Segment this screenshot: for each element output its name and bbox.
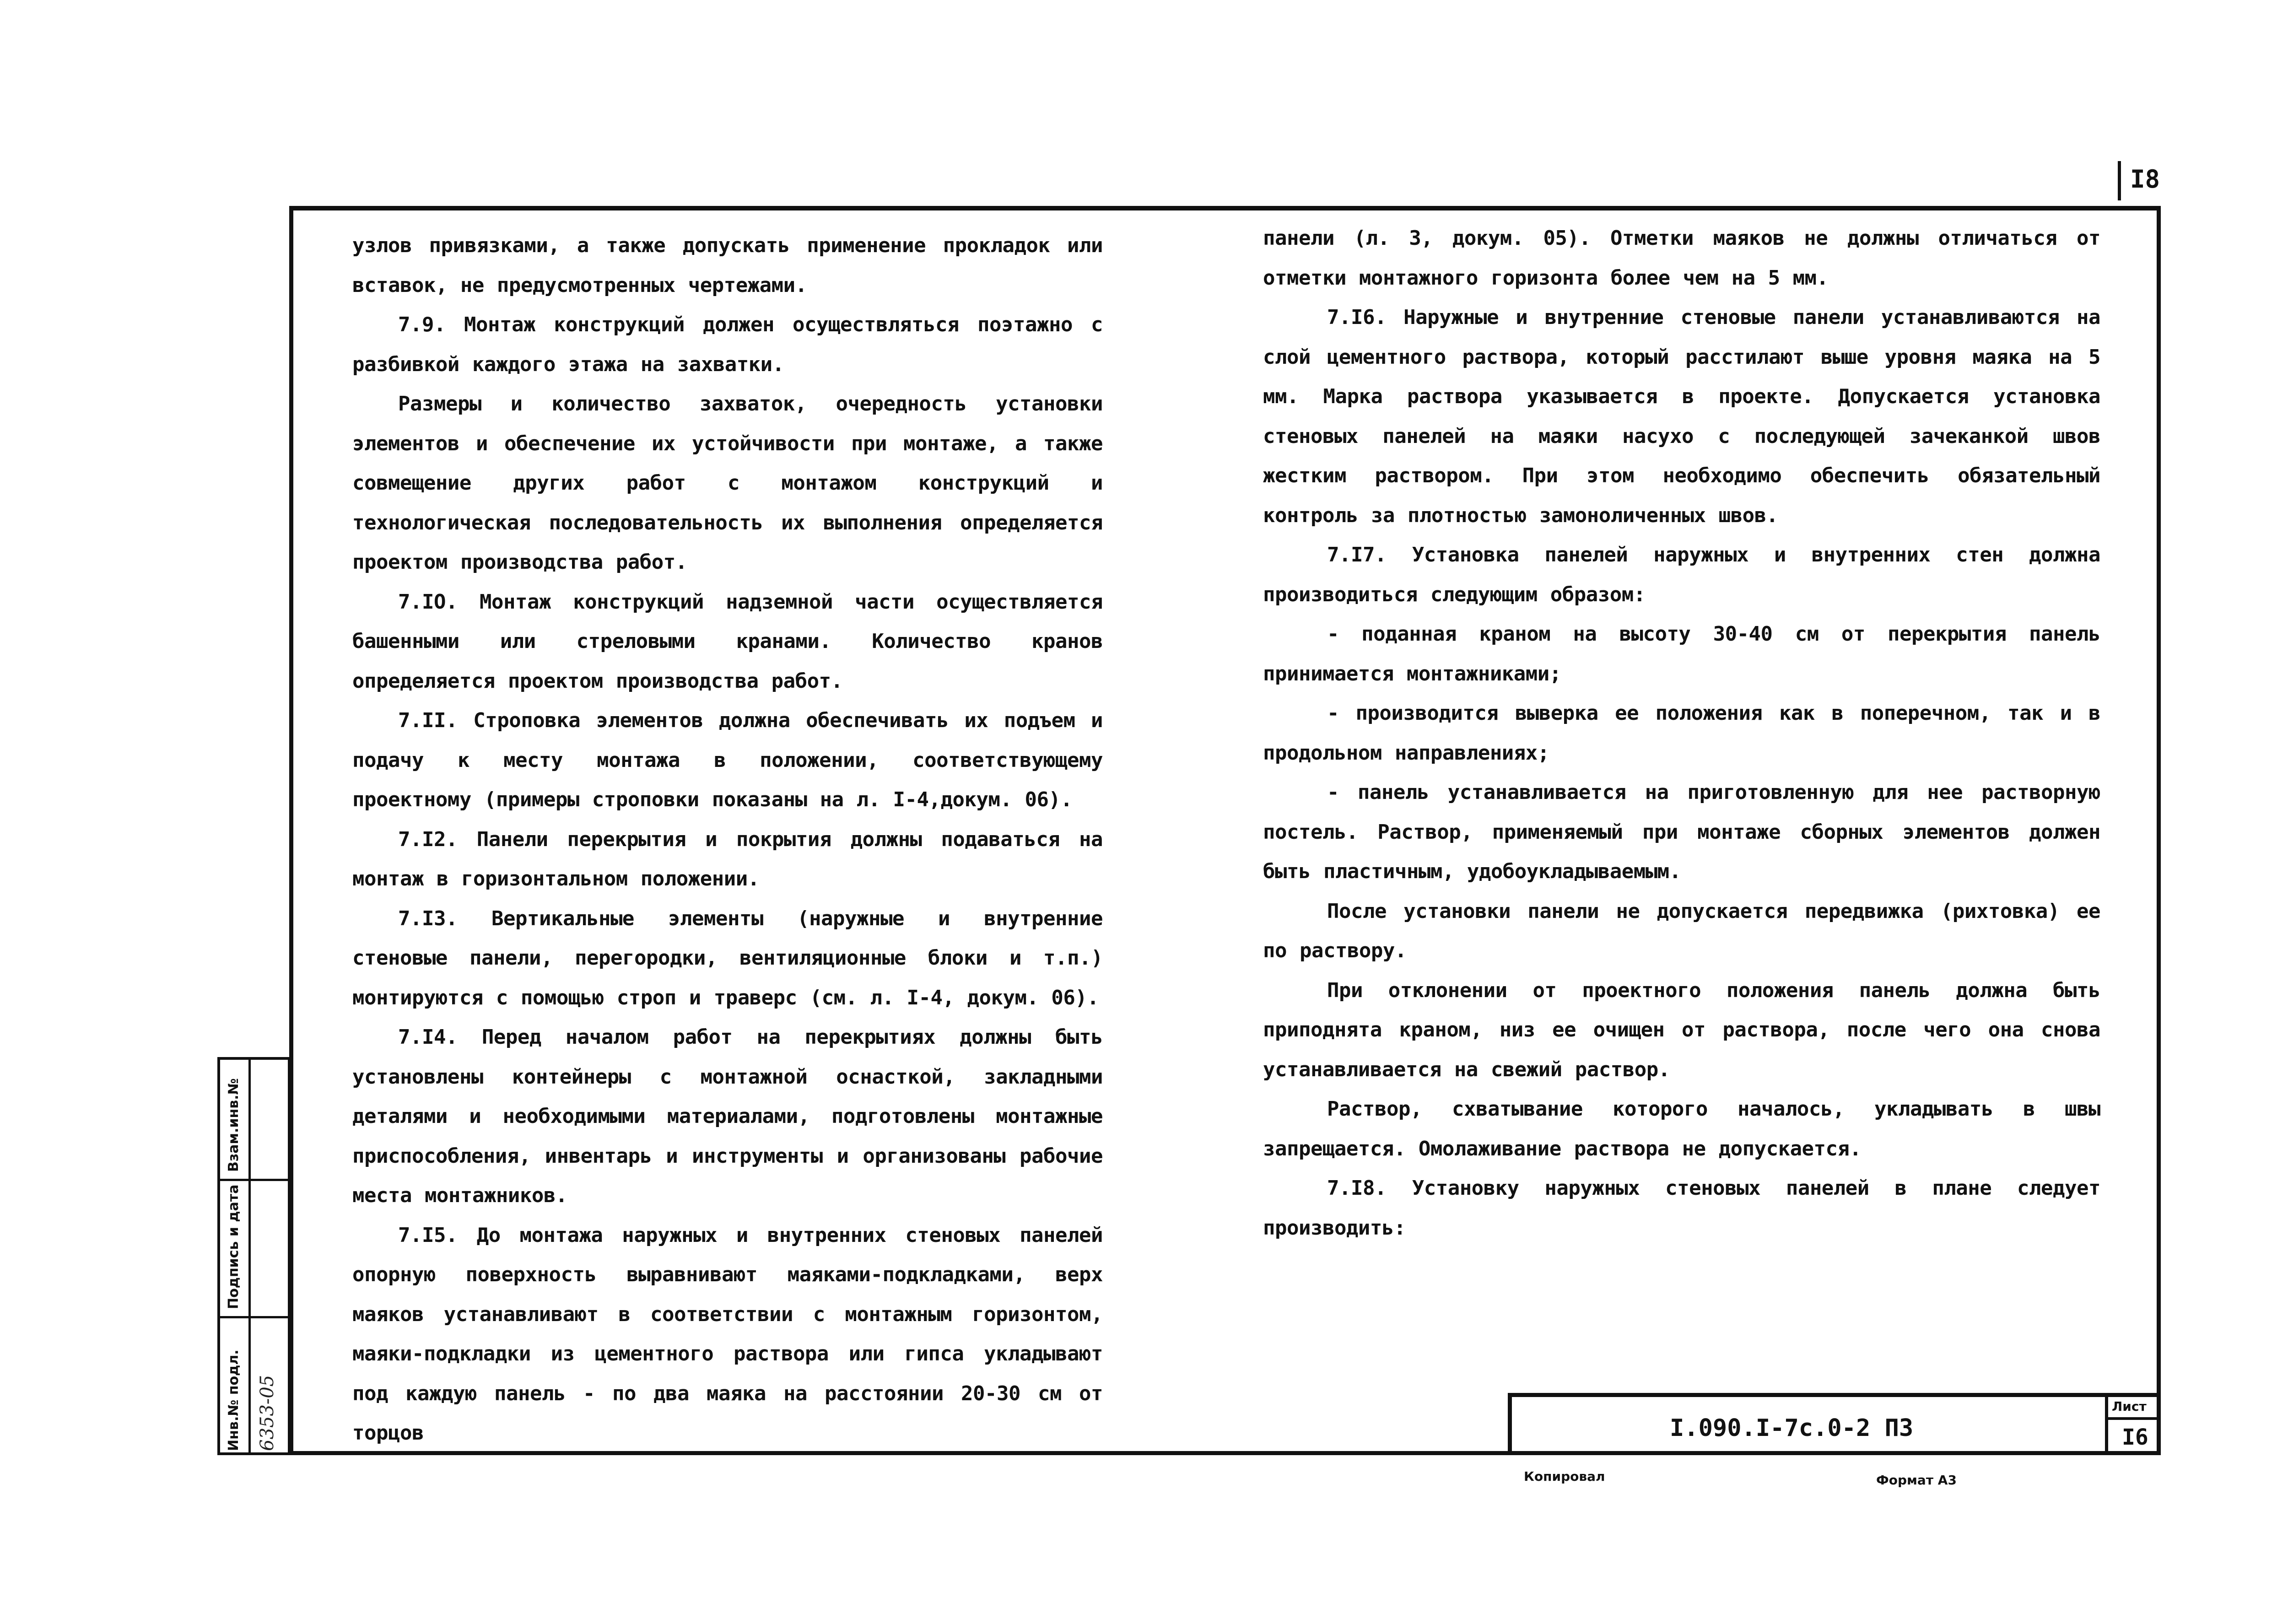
right-paragraph: - поданная краном на высоту 30-40 см от перекрытия панель принимается монтажниками; [1263, 622, 2100, 685]
sheet-divider [2108, 1417, 2161, 1420]
side-stamp-row-line [220, 1316, 288, 1318]
left-paragraph: 7.IO. Монтаж конструкций надземной части осуществляется башенными или стреловыми кранами. Количество кранов определяется проектом производства работ. [352, 590, 1103, 693]
format-label: Формат А3 [1876, 1473, 1957, 1488]
title-block [1508, 1393, 2161, 1455]
left-text-column [352, 226, 1103, 1453]
side-stamp-divider [248, 1060, 251, 1452]
right-paragraph: 7.I8. Установку наружных стеновых панелей в плане следует производить: [1263, 1176, 2100, 1240]
left-paragraph: узлов привязками, а также допускать применение прокладок или вставок, не предусмотренных чертежами. [352, 234, 1103, 297]
right-paragraph: 7.I6. Наружные и внутренние стеновые панели устанавливаются на слой цементного раствора, который расстилают выше уровня маяка на 5 мм. Марка раствора указывается в проекте. Допускается установка стеновых панелей на маяки насухо с последующей зачеканкой швов жестким раствором. При этом необходимо обеспечить обязательный контроль за плотностью замоноличенных швов. [1263, 306, 2100, 527]
document-code: I.090.I-7с.0-2 ПЗ [1670, 1414, 1914, 1442]
right-paragraph: - производится выверка ее положения как в поперечном, так и в продольном направлениях; [1263, 701, 2100, 765]
right-paragraph: После установки панели не допускается передвижка (рихтовка) ее по раствору. [1263, 899, 2100, 962]
right-paragraph: 7.I7. Установка панелей наружных и внутренних стен должна производиться следующим образом: [1263, 543, 2100, 606]
side-stamp-row-line [220, 1179, 288, 1181]
left-paragraph: 7.9. Монтаж конструкций должен осуществляться поэтажно с разбивкой каждого этажа на захватки. [352, 313, 1103, 376]
left-paragraph: Размеры и количество захваток, очередность установки элементов и обеспечение их устойчивости при монтаже, а также совмещение других работ с монтажом конструкций и технологическая последовательность их выполнения определяется проектом производства работ. [352, 392, 1103, 574]
left-paragraph: 7.I5. До монтажа наружных и внутренних стеновых панелей опорную поверхность выравнивают маяками-подкладками, верх маяков устанавливают в соответствии с монтажным горизонтом, маяки-подкладки из цементного раствора или гипса укладывают под каждую панель - по два маяка на расстоянии 20-30 см от торцов [352, 1223, 1103, 1445]
sheet-cell [2105, 1397, 2161, 1455]
copied-by-label: Копировал [1524, 1469, 1605, 1484]
right-paragraph: При отклонении от проектного положения панель должна быть приподнята краном, низ ее очищен от раствора, после чего она снова устанавливается на свежий раствор. [1263, 978, 2100, 1081]
left-paragraph: 7.I3. Вертикальные элементы (наружные и внутренние стеновые панели, перегородки, вентиляционные блоки и т.п.) монтируются с помощью строп и траверс (см. л. I-4, докум. 06). [352, 906, 1103, 1009]
side-stamp [217, 1057, 291, 1455]
replacement-inventory-label: Взам.инв.№ [226, 1078, 242, 1172]
right-paragraph: панели (л. 3, докум. 05). Отметки маяков не должны отличаться от отметки монтажного горизонта более чем на 5 мм. [1263, 227, 2100, 290]
right-paragraph: Раствор, схватывание которого началось, укладывать в швы запрещается. Омолаживание раствора не допускается. [1263, 1097, 2100, 1160]
inventory-number-label: Инв.№ подл. [226, 1349, 242, 1451]
left-paragraph: 7.I4. Перед началом работ на перекрытиях должны быть установлены контейнеры с монтажной оснасткой, закладными деталями и необходимыми материалами, подготовлены монтажные приспособления, инвентарь и инструменты и организованы рабочие места монтажников. [352, 1025, 1103, 1207]
left-paragraph: 7.I2. Панели перекрытия и покрытия должны подаваться на монтаж в горизонтальном положении. [352, 827, 1103, 890]
page-number-divider [2118, 161, 2121, 200]
left-paragraph: 7.II. Строповка элементов должна обеспечивать их подъем и подачу к месту монтажа в положении, соответствующему проектному (примеры строповки показаны на л. I-4,докум. 06). [352, 709, 1103, 811]
right-text-column [1263, 219, 2100, 1248]
sheet-number: I6 [2122, 1424, 2148, 1450]
right-paragraph: - панель устанавливается на приготовленную для нее растворную постель. Раствор, применяемый при монтаже сборных элементов должен быть пластичным, удобоукладываемым. [1263, 781, 2100, 883]
signature-date-label: Подпись и дата [226, 1184, 242, 1309]
inventory-number-value: 6353-05 [257, 1375, 278, 1451]
page-number: I8 [2130, 165, 2160, 194]
sheet-label: Лист [2112, 1399, 2147, 1414]
